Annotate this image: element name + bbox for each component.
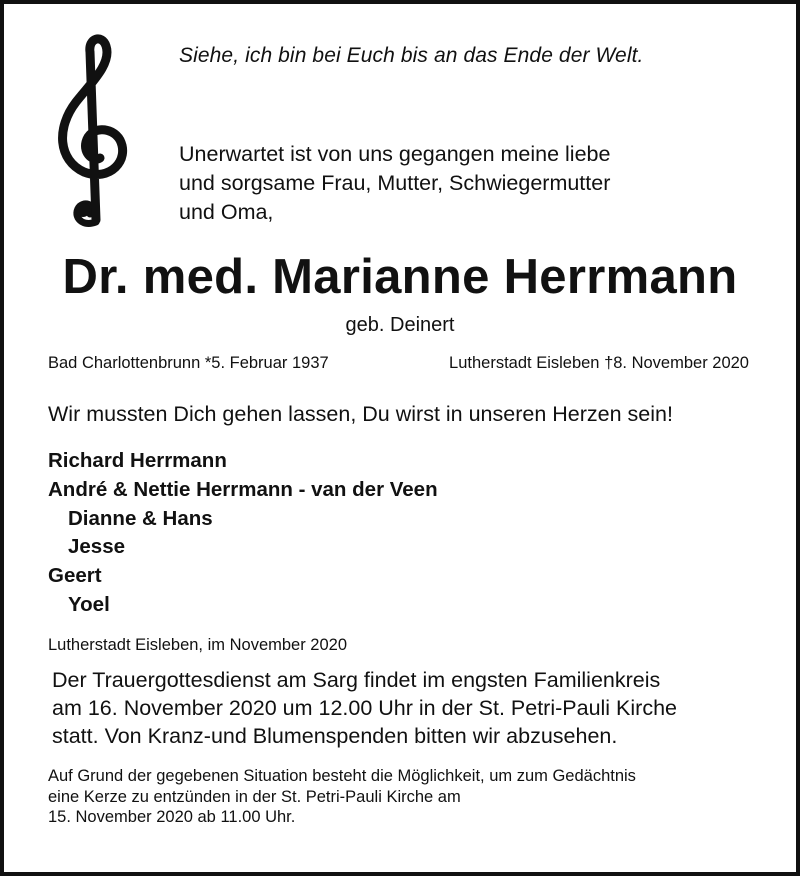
info-line: Auf Grund der gegebenen Situation besteht die Möglichkeit, um zum Gedächtnis — [48, 767, 636, 785]
deceased-name: Dr. med. Marianne Herrmann — [62, 250, 738, 304]
mourner-name: Richard Herrmann — [48, 449, 227, 472]
info-line: 15. November 2020 ab 11.00 Uhr. — [48, 808, 296, 826]
farewell-line: Wir mussten Dich gehen lassen, Du wirst in unseren Herzen sein! — [48, 402, 673, 426]
maiden-name: geb. Deinert — [345, 314, 455, 336]
birth-info: Bad Charlottenbrunn *5. Februar 1937 — [48, 354, 329, 372]
mourner-name: Jesse — [68, 535, 126, 559]
mourner-name: Dianne & Hans — [68, 506, 213, 530]
candle-info — [48, 766, 788, 828]
info-line: eine Kerze zu entzünden in der St. Petri-Pauli Kirche am — [48, 787, 461, 806]
intro-line: und sorgsame Frau, Mutter, Schwiegermutter — [179, 171, 611, 195]
death-info: Lutherstadt Eisleben †8. November 2020 — [449, 354, 749, 372]
service-line: am 16. November 2020 um 12.00 Uhr in der St. Petri-Pauli Kirche — [52, 696, 677, 720]
treble-clef-icon — [50, 32, 134, 228]
mourner-name: André & Nettie Herrmann - van der Veen — [48, 477, 438, 501]
mourners-list — [48, 447, 748, 620]
intro-text — [179, 140, 699, 227]
mourner-name: Geert — [48, 564, 102, 588]
service-line: Der Trauergottesdienst am Sarg findet im engsten Familienkreis — [52, 668, 661, 692]
intro-line: Unerwartet ist von uns gegangen meine liebe — [179, 142, 611, 166]
place-date: Lutherstadt Eisleben, im November 2020 — [48, 636, 347, 654]
intro-line: und Oma, — [179, 200, 274, 224]
service-line: statt. Von Kranz-und Blumenspenden bitten wir abzusehen. — [52, 724, 618, 748]
motto-verse: Siehe, ich bin bei Euch bis an das Ende der Welt. — [179, 44, 644, 67]
mourner-name: Yoel — [68, 592, 110, 616]
service-details — [52, 666, 772, 750]
